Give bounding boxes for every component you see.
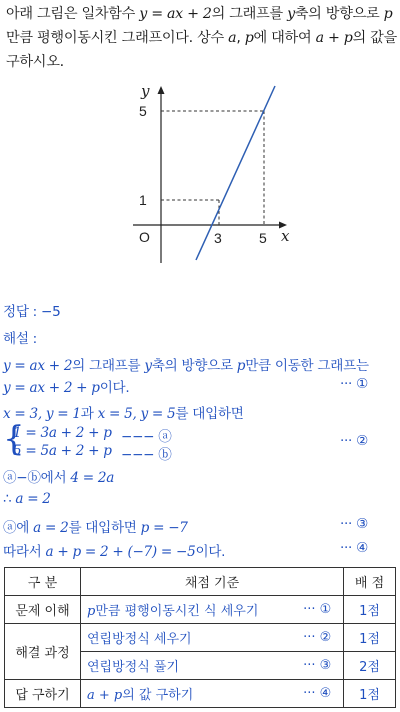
tick-label-y1: 1 [139,192,147,208]
rubric-header-row [5,568,396,596]
points-cell: 1점 [344,596,396,624]
criteria-cell: 연립방정식 풀기 [81,652,292,680]
tick-label-x5: 5 [259,230,267,246]
category-cell: 답 구하기 [5,680,81,708]
tick-label-y5: 5 [139,103,147,119]
equation-system [3,419,397,463]
tick-label-x3: 3 [214,230,222,246]
problem-line-2: 만큼 평행이동시킨 그래프이다. 상수 a, p에 대하여 a + p의 값을 [6,30,397,46]
step-marker-2: ··· ② [340,433,368,449]
problem-line-3: 구하시오. [6,54,64,70]
category-cell: 해결 과정 [5,624,81,680]
points-cell: 1점 [344,624,396,652]
grading-rubric-table [4,567,396,708]
table-row [5,624,396,652]
answer-line: 정답 : −5 [3,304,61,320]
system-eq-1: 1 = 3a + 2 + p [13,425,112,441]
criteria-cell: 연립방정식 세우기 [81,624,292,652]
solution-step-7: ⓐ에 a = 2를 대입하면 p = −7 ··· ③ [3,516,368,536]
points-cell: 2점 [344,652,396,680]
marker-cell: ··· ① [292,596,344,624]
solution-step-5: ⓐ−ⓑ에서 4 = 2a [3,470,115,486]
system-tag-a: −−− ⓐ [121,429,172,445]
y-axis-arrow [158,86,165,94]
header-category: 구 분 [5,568,81,596]
solution-step-1: y = ax + 2의 그래프를 y축의 방향으로 p만큼 이동한 그래프는 [3,358,369,374]
table-row [5,680,396,708]
origin-label: O [139,229,150,245]
y-axis-label: y [141,82,150,100]
function-graph [115,78,310,264]
problem-statement [6,2,398,74]
header-points: 배 점 [344,568,396,596]
criteria-cell: p만큼 평행이동시킨 식 세우기 [81,596,292,624]
system-eq-2: 5 = 5a + 2 + p [13,443,112,459]
step-marker-1: ··· ① [340,376,368,392]
solution-step-8: 따라서 a + p = 2 + (−7) = −5이다. ··· ④ [3,540,368,560]
x-axis-label: x [281,227,290,245]
solution-step-3: x = 3, y = 1과 x = 5, y = 5를 대입하면 [3,406,244,422]
problem-line-1: 아래 그림은 일차함수 y = ax + 2의 그래프를 y축의 방향으로 p [6,6,393,22]
category-cell: 문제 이해 [5,596,81,624]
step-marker-3: ··· ③ [340,516,368,532]
header-criteria: 채점 기준 [81,568,344,596]
marker-cell: ··· ④ [292,680,344,708]
solution-step-6: ∴ a = 2 [3,491,51,507]
solution-step-2: y = ax + 2 + p이다. ··· ① [3,376,368,396]
table-row [5,596,396,624]
marker-cell: ··· ② [292,624,344,652]
points-cell: 1점 [344,680,396,708]
explanation-label: 해설 : [3,331,37,347]
step-marker-4: ··· ④ [340,540,368,556]
answer-value: −5 [41,304,61,320]
system-brace: { [3,419,25,459]
marker-cell: ··· ③ [292,652,344,680]
criteria-cell: a + p의 값 구하기 [81,680,292,708]
system-tag-b: −−− ⓑ [121,447,172,463]
